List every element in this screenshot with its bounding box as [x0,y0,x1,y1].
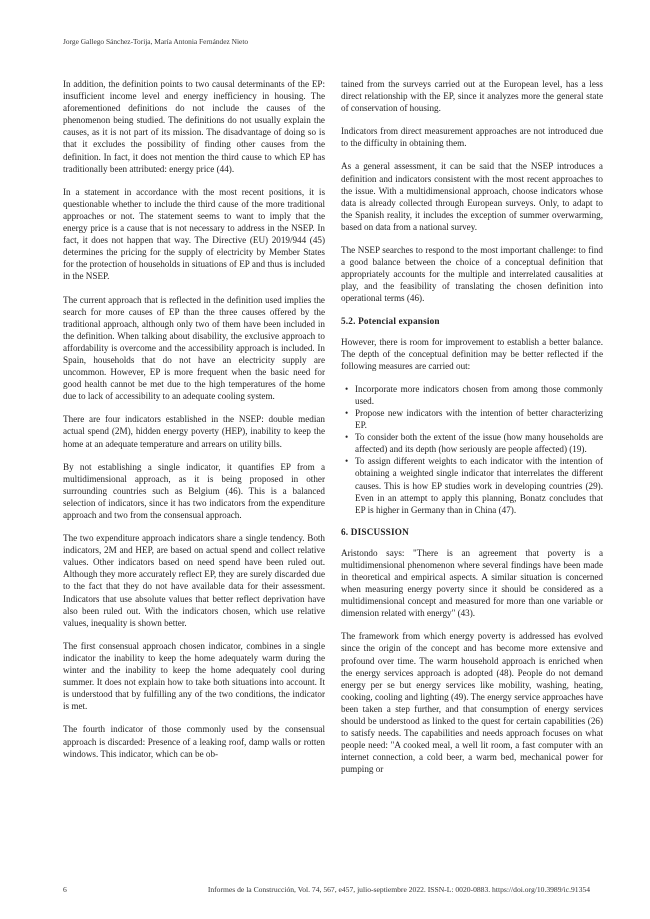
body-paragraph: The fourth indicator of those commonly used by the consensual approach is discarded: Presence of a leaking roof, damp walls or rotten windows. This indicator, which can be ob- [63,724,325,759]
list-item: • Incorporate more indicators chosen from among those commonly used. [355,383,603,407]
left-column [63,78,325,771]
section-heading-discussion: 6. DISCUSSION [341,526,409,537]
body-paragraph: The current approach that is reflected in the definition used implies the search for more causes of EP than the three causes offered by the traditional approach, although only two of them have been included in the definition. When talking about disability, the exclusive approach to affordability is overcome and the accessibility approach is included. In Spain, households that do not have an electricity supply are uncommon. However, EP is more frequent when the basic need for good health cannot be met due to the high temperatures of the home due to lack of accessibility to an adequate cooling system. [63,294,325,402]
header-authors: Jorge Gallego Sánchez-Torija, María Antonia Fernández Nieto [63,37,249,46]
running-header [63,37,248,46]
body-paragraph: By not establishing a single indicator, it quantifies EP from a multidimensional approach, as it is being proposed in other surrounding countries such as Belgium (46). This is a balanced selection of indicators, since it has two indicators from the expenditure approach and two from the consensual approach. [63,461,325,520]
body-paragraph: The first consensual approach chosen indicator, combines in a single indicator the inability to keep the home adequately warm during the winter and the inability to keep the home adequately cool during summer. It does not explain how to take both situations into account. It is understood that by fulfilling any of the two conditions, the indicator is met. [63,640,325,712]
body-paragraph: The NSEP searches to respond to the most important challenge: to find a good balance between the choice of a conceptual definition that appropriately accounts for the multiple and interrelated causalities at play, and the feasibility of translating the chosen definition into operational terms (46). [341,245,603,304]
body-paragraph: In a statement in accordance with the most recent positions, it is questionable whether to include the third cause of the more traditional approaches or not. The statement seems to want to imply that the energy price is a cause that is not necessary to address in the NSEP. In fact, it does not happen that way. The Directive (EU) 2019/944 (45) determines the pricing for the supply of electricity by Member States for the protection of households in situations of EP and thus is included in the NSEP. [63,186,325,282]
body-paragraph: As a general assessment, it can be said that the NSEP introduces a definition and indicators consistent with the most recent approaches to the issue. With a multidimensional approach, choose indicators whose data is already collected through European surveys. Only, to adapt to the Spanish reality, it includes the exception of summer overwarming, based on data from a national survey. [341,161,603,232]
body-paragraph: Aristondo says: "There is an agreement that poverty is a multidimensional phenomenon where several findings have been made in theoretical and empirical aspects. A similar situation is concerned when measuring energy poverty since it should be considered as a multidimensional concept and measured for more than one variable or dimension related with energy" (43). [341,547,603,619]
measures-list [341,383,603,516]
body-paragraph: The two expenditure approach indicators share a single tendency. Both indicators, 2M and HEP, are based on actual spend and collect relative values. Other indicators based on need spend have been ruled out. Although they more accurately reflect EP, they are surely discarded due to the fact that they do not have available data for their assessment. Indicators that use absolute values that better reflect deprivation have also been ruled out. With the indicators chosen, which use relative values, inequality is shown better. [63,533,325,628]
body-paragraph: There are four indicators established in the NSEP: double median actual spend (2M), hidden energy poverty (HEP), inability to keep the home at an adequate temperature and arrears on utility bills. [63,414,325,449]
right-column [341,78,603,787]
page-number: 6 [63,885,67,894]
body-paragraph: Indicators from direct measurement approaches are not introduced due to the difficulty in obtaining them. [341,126,603,149]
body-paragraph: tained from the surveys carried out at the European level, has a less direct relationship with the EP, since it analyzes more the general state of conservation of housing. [341,79,603,114]
list-item: • To consider both the extent of the issue (how many households are affected) and its depth (how seriously are people affected) (19). [355,431,603,455]
body-paragraph: The framework from which energy poverty is addressed has evolved since the origin of the concept and has become more extensive and profound over time. The warm household approach is enriched when the energy services approach is adopted (48). People do not demand energy per se but energy services like mobility, washing, heating, cooking, cooling and lighting (49). The energy service approaches have been taken a step further, and that consumption of energy services should be understood as linked to the quest for certain capabilities (26) to satisfy needs. The capabilities and needs approach focuses on what people need: "A cooked meal, a well lit room, a fast computer with an internet connection, a cold beer, a warm bed, mechanical power for pumping or [341,631,603,775]
body-paragraph: In addition, the definition points to two causal determinants of the EP: insufficient income level and energy inefficiency in housing. The aforementioned definitions do not include the causes of the phenomenon being studied. The definitions do not usually explain the causes, as it is not part of its mission. The disadvantage of doing so is that it excludes the possibility of finding other causes from the definition. In fact, it does not mention the third cause to which EP has traditionally been attributed: energy price (44). [63,79,325,174]
list-item: • To assign different weights to each indicator with the intention of obtaining a weighted single indicator that interrelates the different causes. This is how EP studies work in developing countries (29). Even in an attempt to apply this planning, Bonatz concludes that EP is higher in Germany than in China (47). [355,455,603,515]
journal-citation: Informes de la Construcción, Vol. 74, 567, e457, julio-septiembre 2022. ISSN-L: 0020-0883. https://doi.org/10.3989/ic.91354 [207,885,590,894]
body-paragraph: However, there is room for improvement to establish a better balance. The depth of the conceptual definition may be better reflected if the following measures are carried out: [341,336,603,371]
section-heading-5-2: 5.2. Potencial expansion [341,315,440,326]
list-item: • Propose new indicators with the intention of better characterizing EP. [355,407,603,431]
